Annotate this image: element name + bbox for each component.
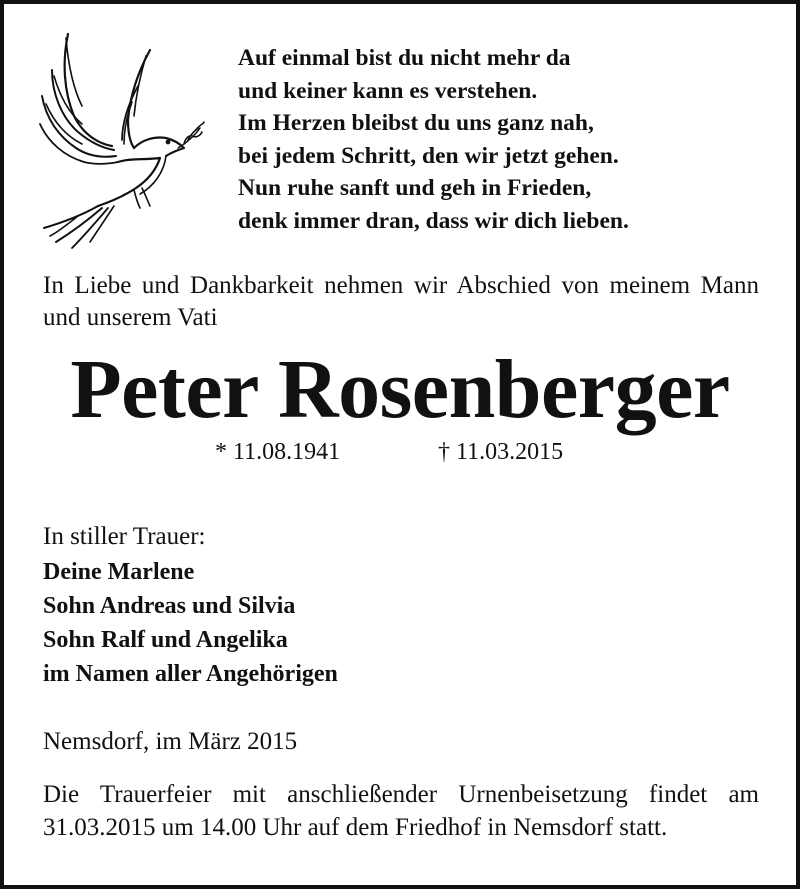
funeral-notice: Die Trauerfeier mit anschließender Urnenbeisetzung findet am 31.03.2015 um 14.00 Uhr auf dem Friedhof in Nemsdorf statt. [43,781,759,841]
intro-text: In Liebe und Dankbarkeit nehmen wir Abschied von meinem Mann und unserem Vati [43,272,759,331]
poem-line: Im Herzen bleibst du uns ganz nah, [238,110,594,137]
poem-line: Auf einmal bist du nicht mehr da [238,45,571,71]
mourner-name: Deine Marlene [43,559,195,585]
poem-line: denk immer dran, dass wir dich lieben. [238,207,629,234]
deceased-name: Peter Rosenberger [70,343,730,436]
place-date: Nemsdorf, im März 2015 [43,728,298,755]
mourner-name: Sohn Ralf und Angelika [43,627,288,653]
death-date: † 11.03.2015 [438,439,564,465]
birth-date: * 11.08.1941 [215,439,341,465]
mourner-name: im Namen aller Angehörigen [43,661,338,687]
dove-icon [38,32,208,250]
mourners-label: In stiller Trauer: [43,523,206,550]
mourners-list [43,555,338,691]
poem-line: bei jedem Schritt, den wir jetzt gehen. [238,142,619,169]
poem-line: Nun ruhe sanft und geh in Frieden, [238,175,592,202]
poem [238,42,758,238]
mourner-name: Sohn Andreas und Silvia [43,593,296,619]
poem-line: und keiner kann es verstehen. [238,77,538,104]
